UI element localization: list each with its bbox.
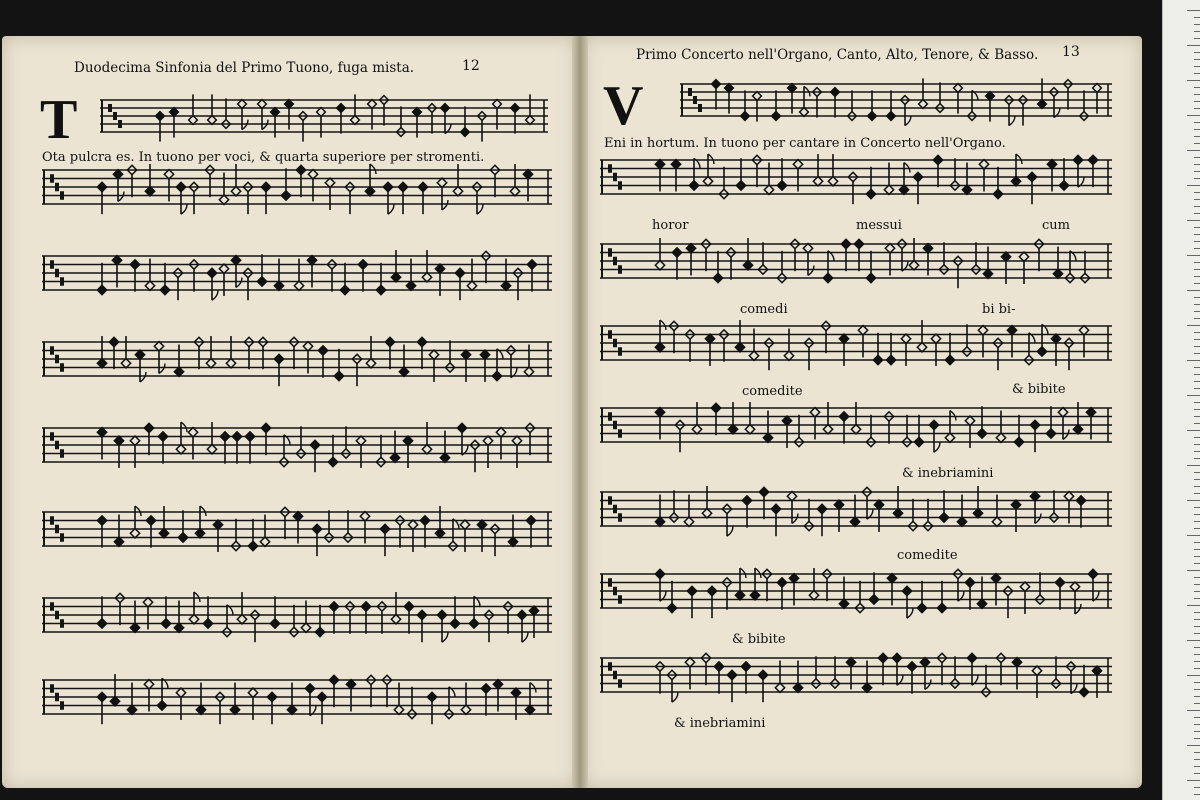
- ruler-tick: [1194, 52, 1200, 53]
- ruler-tick: [1194, 528, 1200, 529]
- ruler-tick: [1187, 535, 1200, 536]
- ruler-tick: [1194, 304, 1200, 305]
- lyric-word: horor: [652, 218, 689, 233]
- ruler-tick: [1194, 409, 1200, 410]
- ruler-tick: [1194, 696, 1200, 697]
- ruler-tick: [1194, 129, 1200, 130]
- left-lyric-line: Ota pulcra es. In tuono per voci, & quarta superiore per stromenti.: [42, 150, 485, 165]
- ruler-tick: [1187, 360, 1200, 361]
- left-page-number: 12: [462, 58, 480, 74]
- ruler-tick: [1194, 318, 1200, 319]
- ruler-tick: [1187, 605, 1200, 606]
- lyric-word: comedi: [740, 302, 788, 317]
- ruler-tick: [1194, 367, 1200, 368]
- lyric-word: comedite: [897, 548, 958, 563]
- music-staff: [42, 674, 552, 724]
- ruler-tick: [1194, 227, 1200, 228]
- ruler-tick: [1187, 675, 1200, 676]
- ruler-tick: [1194, 59, 1200, 60]
- ruler-tick: [1187, 185, 1200, 186]
- ruler-tick: [1194, 619, 1200, 620]
- ruler-tick: [1194, 689, 1200, 690]
- ruler-tick: [1194, 549, 1200, 550]
- ruler-tick: [1194, 31, 1200, 32]
- ruler-tick: [1194, 738, 1200, 739]
- ruler-tick: [1194, 283, 1200, 284]
- ruler-tick: [1194, 416, 1200, 417]
- lyric-word: & inebriamini: [674, 716, 766, 731]
- ruler-tick: [1194, 773, 1200, 774]
- ruler-tick: [1194, 493, 1200, 494]
- ruler-tick: [1194, 444, 1200, 445]
- ruler-tick: [1187, 220, 1200, 221]
- ruler-tick: [1194, 591, 1200, 592]
- ruler-tick: [1194, 451, 1200, 452]
- ruler-tick: [1194, 787, 1200, 788]
- ruler-tick: [1194, 206, 1200, 207]
- ruler-tick: [1194, 507, 1200, 508]
- lyric-word: bi bi-: [982, 302, 1016, 317]
- ruler-tick: [1194, 626, 1200, 627]
- music-staff: [42, 422, 552, 472]
- right-initial-letter: V: [603, 75, 644, 137]
- ruler-tick: [1187, 570, 1200, 571]
- ruler-tick: [1187, 45, 1200, 46]
- ruler-tick: [1187, 745, 1200, 746]
- ruler-tick: [1187, 255, 1200, 256]
- left-page-heading: Duodecima Sinfonia del Primo Tuono, fuga mista.: [74, 60, 415, 76]
- ruler-tick: [1194, 311, 1200, 312]
- lyric-word: comedite: [742, 384, 803, 399]
- music-staff: [42, 336, 552, 386]
- ruler-tick: [1194, 668, 1200, 669]
- ruler-tick: [1194, 556, 1200, 557]
- measurement-ruler: [1162, 0, 1200, 800]
- ruler-tick: [1194, 682, 1200, 683]
- ruler-tick: [1194, 388, 1200, 389]
- ruler-tick: [1194, 703, 1200, 704]
- ruler-tick: [1194, 122, 1200, 123]
- ruler-tick: [1194, 479, 1200, 480]
- music-staff: [600, 320, 1112, 370]
- left-initial-letter: T: [40, 89, 78, 151]
- ruler-tick: [1194, 437, 1200, 438]
- ruler-tick: [1194, 661, 1200, 662]
- ruler-tick: [1194, 563, 1200, 564]
- music-staff: [42, 164, 552, 214]
- ruler-tick: [1194, 577, 1200, 578]
- ruler-tick: [1194, 101, 1200, 102]
- ruler-tick: [1194, 66, 1200, 67]
- ruler-tick: [1187, 290, 1200, 291]
- ruler-tick: [1194, 87, 1200, 88]
- music-staff: [600, 486, 1112, 536]
- music-staff: [600, 568, 1112, 618]
- ruler-tick: [1194, 192, 1200, 193]
- ruler-tick: [1194, 199, 1200, 200]
- ruler-tick: [1187, 10, 1200, 11]
- ruler-tick: [1187, 465, 1200, 466]
- music-staff: [42, 506, 552, 556]
- ruler-tick: [1194, 24, 1200, 25]
- ruler-tick: [1194, 584, 1200, 585]
- ruler-tick: [1194, 269, 1200, 270]
- ruler-tick: [1194, 38, 1200, 39]
- ruler-tick: [1194, 402, 1200, 403]
- ruler-tick: [1194, 234, 1200, 235]
- ruler-tick: [1194, 143, 1200, 144]
- ruler-tick: [1194, 276, 1200, 277]
- ruler-tick: [1194, 647, 1200, 648]
- ruler-tick: [1194, 542, 1200, 543]
- ruler-tick: [1194, 374, 1200, 375]
- right-page-number: 13: [1062, 44, 1080, 60]
- ruler-tick: [1194, 612, 1200, 613]
- ruler-tick: [1194, 353, 1200, 354]
- ruler-tick: [1194, 94, 1200, 95]
- ruler-tick: [1194, 598, 1200, 599]
- ruler-tick: [1194, 297, 1200, 298]
- ruler-tick: [1194, 346, 1200, 347]
- ruler-tick: [1194, 766, 1200, 767]
- ruler-tick: [1194, 381, 1200, 382]
- ruler-tick: [1187, 780, 1200, 781]
- right-subtitle: Eni in hortum. In tuono per cantare in Concerto nell'Organo.: [604, 136, 1006, 151]
- ruler-tick: [1194, 794, 1200, 795]
- ruler-tick: [1194, 752, 1200, 753]
- ruler-tick: [1194, 178, 1200, 179]
- ruler-tick: [1194, 514, 1200, 515]
- ruler-tick: [1187, 115, 1200, 116]
- ruler-tick: [1187, 150, 1200, 151]
- ruler-tick: [1187, 710, 1200, 711]
- lyric-word: & inebriamini: [902, 466, 994, 481]
- music-staff: [600, 238, 1112, 288]
- ruler-tick: [1194, 633, 1200, 634]
- music-staff: [42, 592, 552, 642]
- ruler-tick: [1194, 724, 1200, 725]
- ruler-tick: [1187, 640, 1200, 641]
- ruler-tick: [1194, 332, 1200, 333]
- ruler-tick: [1194, 164, 1200, 165]
- ruler-tick: [1194, 458, 1200, 459]
- ruler-tick: [1194, 171, 1200, 172]
- ruler-tick: [1187, 430, 1200, 431]
- ruler-tick: [1194, 339, 1200, 340]
- music-staff: [100, 94, 548, 141]
- ruler-tick: [1187, 325, 1200, 326]
- lyric-word: & bibite: [732, 632, 786, 647]
- ruler-tick: [1194, 423, 1200, 424]
- ruler-tick: [1194, 73, 1200, 74]
- ruler-tick: [1194, 486, 1200, 487]
- ruler-tick: [1194, 17, 1200, 18]
- ruler-tick: [1194, 731, 1200, 732]
- ruler-tick: [1194, 241, 1200, 242]
- lyric-word: messui: [856, 218, 902, 233]
- lyric-word: cum: [1042, 218, 1070, 233]
- music-staff: [600, 653, 1112, 702]
- ruler-tick: [1194, 717, 1200, 718]
- ruler-tick: [1187, 500, 1200, 501]
- ruler-tick: [1194, 136, 1200, 137]
- ruler-tick: [1187, 395, 1200, 396]
- right-page-heading: Primo Concerto nell'Organo, Canto, Alto, Tenore, & Basso.: [636, 47, 1039, 63]
- ruler-tick: [1194, 759, 1200, 760]
- ruler-tick: [1194, 472, 1200, 473]
- music-staff: [600, 154, 1112, 204]
- music-staff: [680, 78, 1112, 125]
- ruler-tick: [1194, 108, 1200, 109]
- ruler-tick: [1194, 521, 1200, 522]
- lyric-word: & bibite: [1012, 382, 1066, 397]
- music-staff: [42, 250, 552, 300]
- ruler-tick: [1194, 654, 1200, 655]
- music-staff: [600, 402, 1112, 452]
- ruler-tick: [1194, 157, 1200, 158]
- ruler-tick: [1187, 80, 1200, 81]
- ruler-tick: [1194, 262, 1200, 263]
- ruler-tick: [1194, 213, 1200, 214]
- ruler-tick: [1194, 248, 1200, 249]
